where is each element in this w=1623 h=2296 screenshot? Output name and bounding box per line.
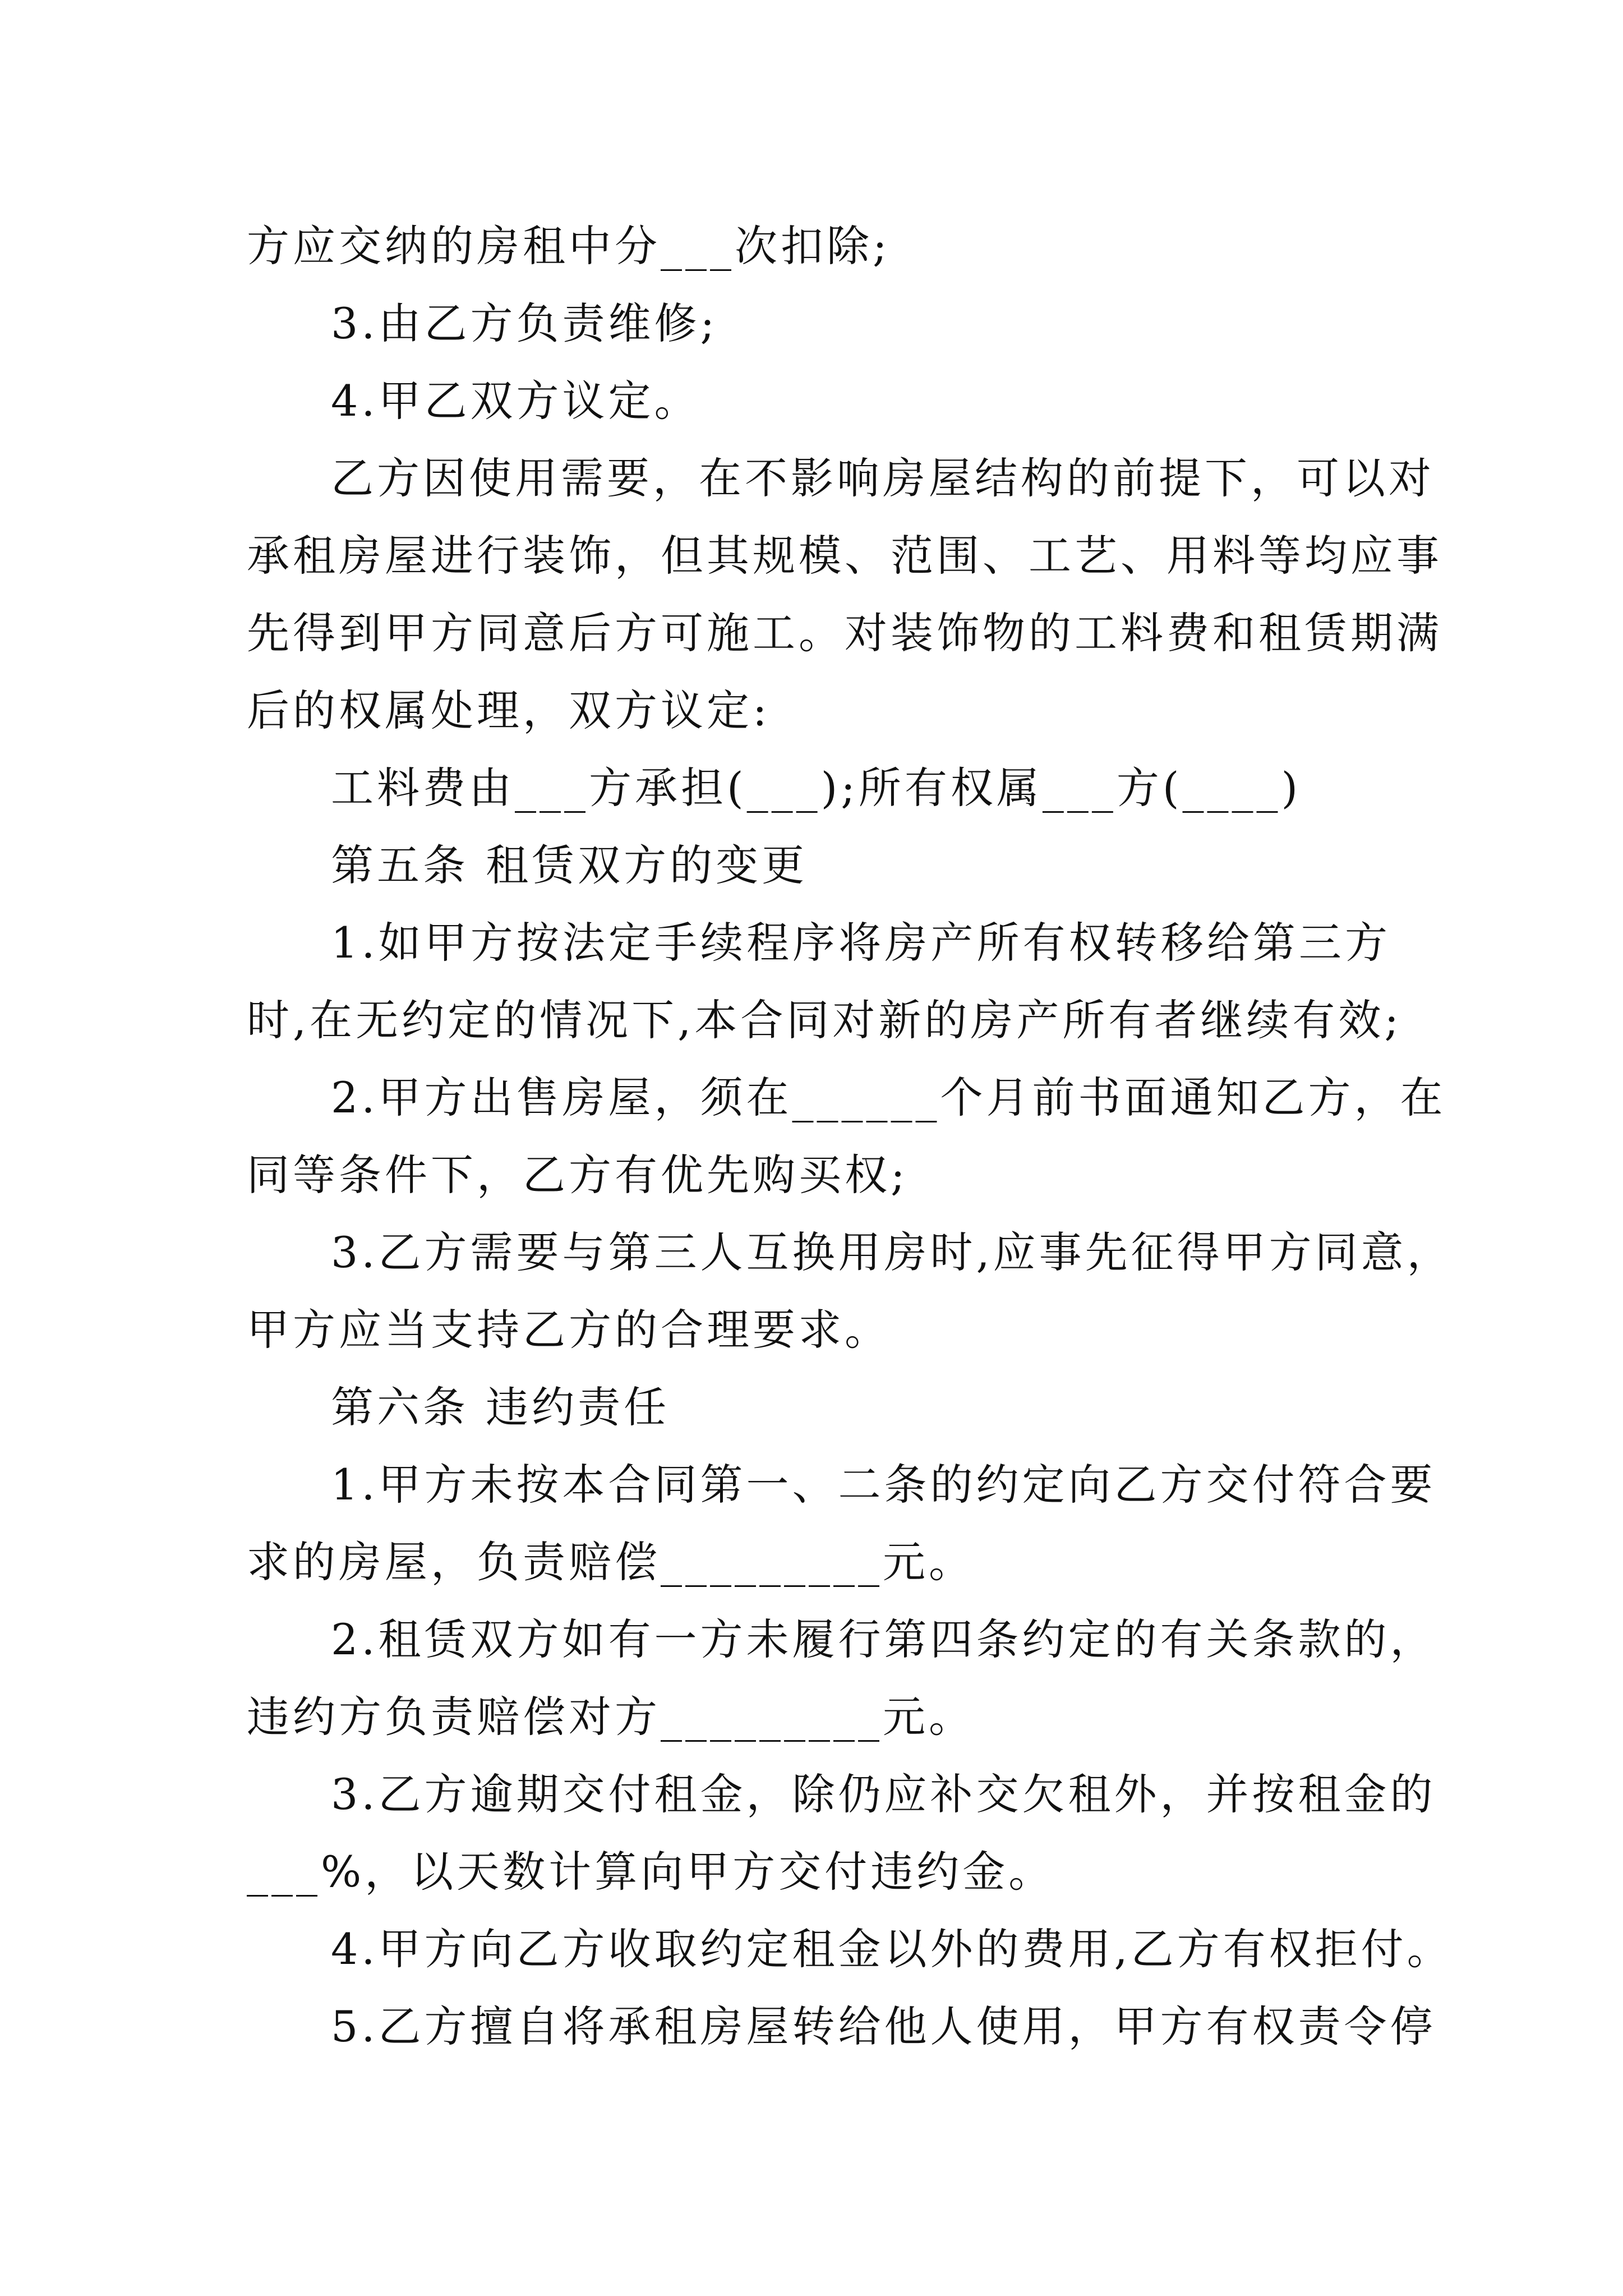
text-line: 工料费由___方承担(___);所有权属___方(____) <box>331 763 1302 813</box>
text-line: 同等条件下，乙方有优先购买权; <box>247 1150 909 1200</box>
text-line: 承租房屋进行装饰，但其规模、范围、工艺、用料等均应事 <box>247 531 1442 581</box>
text-line: ___%，以天数计算向甲方交付违约金。 <box>247 1847 1055 1897</box>
text-line: 违约方负责赔偿对方_________元。 <box>247 1692 975 1742</box>
text-line: 甲方应当支持乙方的合理要求。 <box>247 1305 891 1355</box>
text-line: 2.甲方出售房屋，须在______个月前书面通知乙方，在 <box>331 1073 1446 1122</box>
text-line: 1.如甲方按法定手续程序将房产所有权转移给第三方 <box>331 918 1391 968</box>
text-line: 乙方因使用需要，在不影响房屋结构的前提下，可以对 <box>331 453 1435 503</box>
text-line: 3.由乙方负责维修; <box>331 298 718 348</box>
document-body <box>247 208 1453 2065</box>
text-line: 3.乙方逾期交付租金，除仍应补交欠租外，并按租金的 <box>331 1769 1436 1819</box>
text-line: 5.乙方擅自将承租房屋转给他人使用，甲方有权责令停 <box>331 2001 1436 2051</box>
text-line: 4.甲乙双方议定。 <box>331 376 700 426</box>
text-line: 方应交纳的房租中分___次扣除; <box>247 221 891 271</box>
text-line: 求的房屋，负责赔偿_________元。 <box>247 1537 975 1587</box>
text-line: 第六条 违约责任 <box>331 1382 670 1432</box>
text-line: 时,在无约定的情况下,本合同对新的房产所有者继续有效; <box>247 995 1402 1045</box>
text-line: 4.甲方向乙方收取约定租金以外的费用,乙方有权拒付。 <box>331 1924 1453 1974</box>
text-line: 后的权属处理，双方议定: <box>247 685 771 735</box>
text-line: 2.租赁双方如有一方未履行第四条约定的有关条款的， <box>331 1614 1436 1664</box>
text-line: 第五条 租赁双方的变更 <box>331 840 808 890</box>
text-line: 先得到甲方同意后方可施工。对装饰物的工料费和租赁期满 <box>247 608 1442 658</box>
text-line: 3.乙方需要与第三人互换用房时,应事先征得甲方同意， <box>331 1227 1453 1277</box>
text-line: 1.甲方未按本合同第一、二条的约定向乙方交付符合要 <box>331 1460 1436 1510</box>
